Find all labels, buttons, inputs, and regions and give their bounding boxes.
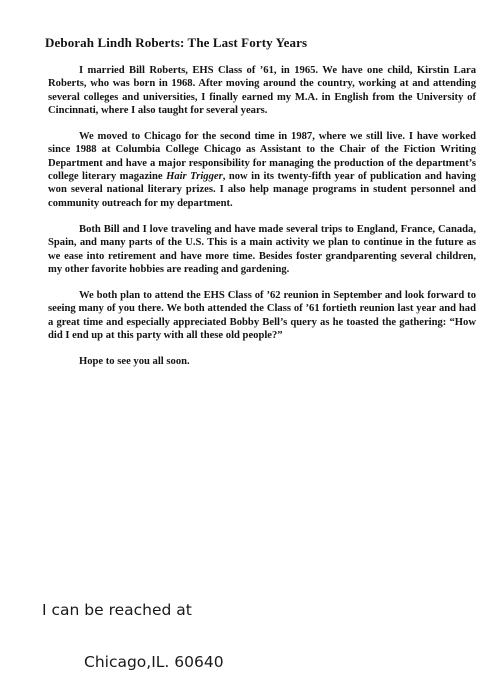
magazine-title: Hair Trigger [166, 171, 223, 183]
paragraph-marriage: I married Bill Roberts, EHS Class of ’61, in 1965. We have one child, Kirstin Lara Roberts, who was born in 1968. After moving around the country, working at and attending several colleges and universities, I finally earned my M.A. in English from the University of Cincinnati, where I also taught for several years. [48, 65, 476, 116]
document-title: Deborah Lindh Roberts: The Last Forty Years [45, 35, 308, 50]
paragraph-reunion: We both plan to attend the EHS Class of ’62 reunion in September and look forward to seeing many of you there. We both attended the Class of ’61 fortieth reunion last year and had a great time and especially appreciated Bobby Bell’s query as he toasted the gathering: “How did I end up at this party with all these old people?” [48, 290, 476, 342]
document-body [48, 64, 476, 369]
paragraph-closing: Hope to see you all soon. [79, 356, 190, 368]
contact-line-2: Chicago,IL. 60640 [84, 653, 224, 671]
paragraph-chicago: We moved to Chicago for the second time in 1987, where we still live. I have worked since 1988 at Columbia College Chicago as Assistant to the Chair of the Fiction Writing Department and have a major responsibility for managing the production of the department’s college literary magazine Hair Trigger, now in its twenty-fifth year of publication and having won several national literary prizes. I also help manage programs in student personnel and community outreach for my department. [48, 131, 476, 209]
paragraph-travel: Both Bill and I love traveling and have made several trips to England, France, Canada, Spain, and many parts of the U.S. This is a main activity we plan to continue in the future as we ease into retirement and have more time. Besides foster grandparenting several children, my other favorite hobbies are reading and gardening. [48, 223, 476, 275]
contact-line-1: I can be reached at [42, 601, 192, 619]
